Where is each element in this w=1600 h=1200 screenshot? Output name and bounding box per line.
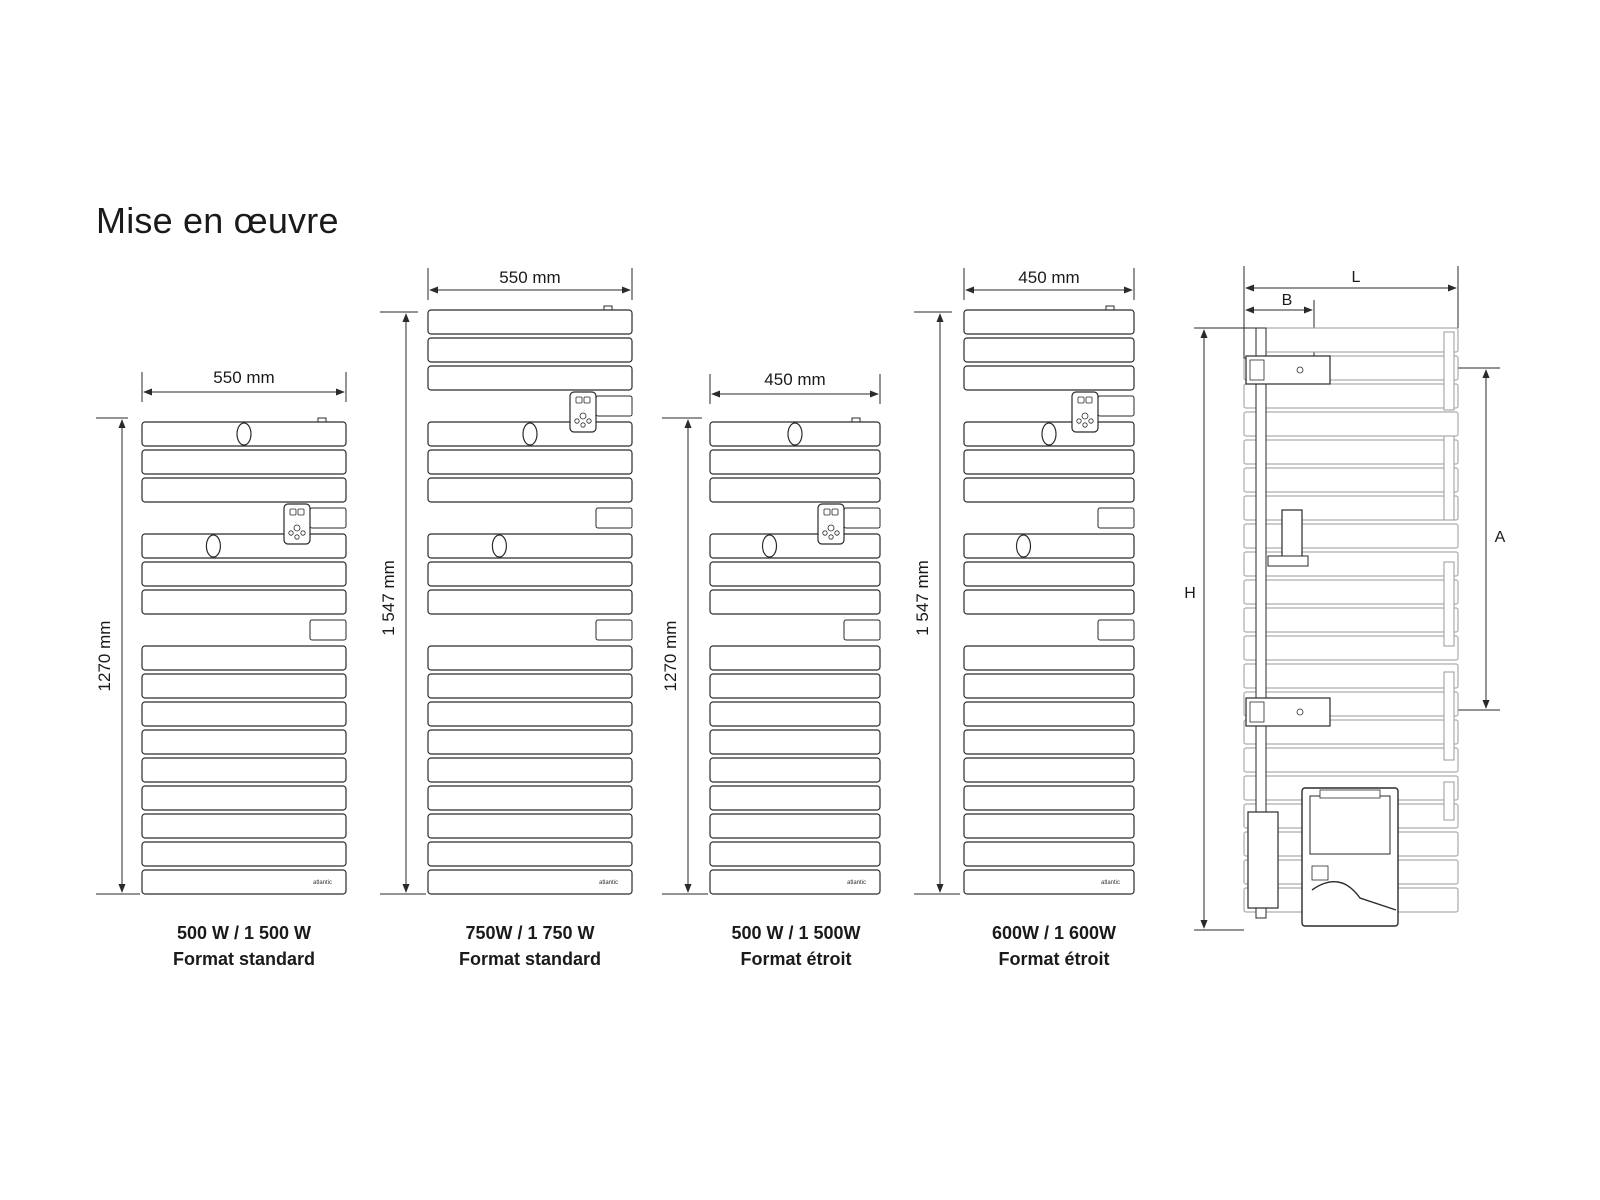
radiator-4 <box>964 306 1134 894</box>
radiator-bar <box>142 646 346 670</box>
radiator-bar <box>142 758 346 782</box>
radiator-bar <box>710 730 880 754</box>
radiator-bar <box>710 702 880 726</box>
back-bar <box>1244 608 1458 632</box>
height-dimension-2 <box>379 312 426 894</box>
width-dimension-2 <box>428 268 632 300</box>
format-label-1: Format standard <box>172 949 316 969</box>
towel-hook-oval <box>788 423 802 445</box>
back-bar <box>1244 328 1458 352</box>
control-unit <box>570 392 596 432</box>
back-bar <box>1244 468 1458 492</box>
radiator-bar <box>142 730 346 754</box>
gap-box <box>1098 396 1134 416</box>
towel-hook-oval <box>1017 535 1031 557</box>
gap-box <box>1098 620 1134 640</box>
radiator-bar <box>428 366 632 390</box>
brand-logo: atlantic <box>846 880 866 886</box>
radiator-bar <box>964 590 1134 614</box>
towel-hook-oval <box>1042 423 1056 445</box>
towel-hook-oval <box>523 423 537 445</box>
radiator-bar <box>710 450 880 474</box>
radiator-bar <box>142 478 346 502</box>
back-bar <box>1244 524 1458 548</box>
dimension-H <box>1184 328 1244 930</box>
radiator-bar <box>142 534 346 558</box>
towel-hook-oval <box>237 423 251 445</box>
height-dimension-1 <box>95 418 140 894</box>
radiator-bar <box>428 338 632 362</box>
radiator-bar <box>710 674 880 698</box>
mounting-view <box>1184 266 1505 930</box>
radiator-bar <box>428 730 632 754</box>
height-label-1: 1270 mm <box>95 620 114 692</box>
format-label-4: Format étroit <box>998 949 1110 969</box>
radiator-bar <box>964 786 1134 810</box>
radiator-bar <box>428 702 632 726</box>
caption-model-4 <box>934 920 1174 972</box>
radiator-bar <box>142 450 346 474</box>
width-label-2: 550 mm <box>499 268 561 287</box>
electronics-panel <box>1310 796 1390 854</box>
radiator-bar <box>964 310 1134 334</box>
radiator-bar <box>428 646 632 670</box>
back-bar <box>1244 412 1458 436</box>
middle-fitting <box>1282 510 1302 560</box>
radiator-bar <box>142 590 346 614</box>
radiator-bar <box>710 786 880 810</box>
brand-logo: atlantic <box>312 880 332 886</box>
control-unit <box>1072 392 1098 432</box>
width-dimension-4 <box>964 268 1134 300</box>
radiator-bar <box>964 758 1134 782</box>
width-dimension-3 <box>710 370 880 404</box>
radiator-bar <box>142 786 346 810</box>
radiator-2 <box>428 306 632 894</box>
radiator-bar <box>428 674 632 698</box>
radiator-bar <box>964 478 1134 502</box>
radiator-bar <box>964 366 1134 390</box>
label-L: L <box>1351 269 1361 286</box>
electronics-top-slot <box>1320 790 1380 798</box>
control-unit <box>818 504 844 544</box>
junction-box <box>1248 812 1278 908</box>
radiator-bar <box>142 814 346 838</box>
width-label-1: 550 mm <box>213 368 275 387</box>
power-label-4: 600W / 1 600W <box>991 923 1117 943</box>
radiator-bar <box>428 786 632 810</box>
back-bar <box>1244 496 1458 520</box>
radiator-bar <box>964 702 1134 726</box>
pipe-cap <box>1244 328 1256 358</box>
radiator-1 <box>142 418 346 894</box>
gap-box <box>596 396 632 416</box>
radiator-bar <box>964 450 1134 474</box>
middle-fitting-base <box>1268 556 1308 566</box>
back-bar <box>1244 748 1458 772</box>
towel-hook-oval <box>206 535 220 557</box>
radiator-bar <box>710 814 880 838</box>
gap-box <box>596 508 632 528</box>
format-label-3: Format étroit <box>740 949 852 969</box>
radiator-bar <box>710 646 880 670</box>
power-label-3: 500 W / 1 500W <box>731 923 861 943</box>
radiator-bar <box>964 730 1134 754</box>
gap-box <box>310 508 346 528</box>
radiator-bar <box>428 758 632 782</box>
caption-model-3 <box>676 920 916 972</box>
dimension-L <box>1244 266 1458 328</box>
caption-model-2 <box>410 920 650 972</box>
back-bar <box>1244 636 1458 660</box>
radiator-bar <box>428 478 632 502</box>
width-label-3: 450 mm <box>764 370 826 389</box>
back-bar <box>1244 384 1458 408</box>
towel-hook-oval <box>492 535 506 557</box>
radiator-bar <box>428 562 632 586</box>
power-label-1: 500 W / 1 500 W <box>176 923 312 943</box>
gap-box <box>844 620 880 640</box>
height-label-3: 1270 mm <box>661 620 680 692</box>
radiator-bar <box>428 814 632 838</box>
format-label-2: Format standard <box>458 949 602 969</box>
width-label-4: 450 mm <box>1018 268 1080 287</box>
radiator-bar <box>964 534 1134 558</box>
label-H: H <box>1184 585 1196 602</box>
radiator-bar <box>142 702 346 726</box>
side-rail <box>1444 332 1454 410</box>
gap-box <box>596 620 632 640</box>
side-rail <box>1444 672 1454 760</box>
radiator-bar <box>710 758 880 782</box>
brand-logo: atlantic <box>1100 880 1120 886</box>
radiator-bar <box>142 674 346 698</box>
radiator-bar <box>428 590 632 614</box>
page-title: Mise en œuvre <box>96 200 339 241</box>
side-rail <box>1444 436 1454 520</box>
radiator-bar <box>142 562 346 586</box>
height-dimension-3 <box>661 418 708 894</box>
radiator-bar <box>964 562 1134 586</box>
radiator-bar <box>428 534 632 558</box>
side-rail <box>1444 782 1454 820</box>
towel-hook-oval <box>763 535 777 557</box>
radiator-bar <box>964 814 1134 838</box>
radiator-bar <box>964 674 1134 698</box>
gap-box <box>844 508 880 528</box>
radiator-bar <box>428 450 632 474</box>
height-label-4: 1 547 mm <box>913 560 932 636</box>
height-dimension-4 <box>913 312 960 894</box>
caption-model-1 <box>124 920 364 972</box>
radiator-bar <box>710 534 880 558</box>
radiator-bar <box>710 562 880 586</box>
radiator-bar <box>428 842 632 866</box>
radiator-bar <box>710 478 880 502</box>
label-B: B <box>1281 292 1293 309</box>
back-bar <box>1244 664 1458 688</box>
gap-box <box>1098 508 1134 528</box>
brand-logo: atlantic <box>598 880 618 886</box>
radiator-3 <box>710 418 880 894</box>
radiator-bar <box>710 842 880 866</box>
width-dimension-1 <box>142 368 346 402</box>
radiator-bar <box>964 338 1134 362</box>
radiator-bar <box>964 646 1134 670</box>
radiator-bar <box>710 590 880 614</box>
back-bar <box>1244 440 1458 464</box>
gap-box <box>310 620 346 640</box>
control-unit <box>284 504 310 544</box>
label-A: A <box>1494 529 1506 546</box>
power-label-2: 750W / 1 750 W <box>465 923 595 943</box>
side-rail <box>1444 562 1454 646</box>
radiator-bar <box>964 842 1134 866</box>
back-bar <box>1244 580 1458 604</box>
radiator-bar <box>428 310 632 334</box>
height-label-2: 1 547 mm <box>379 560 398 636</box>
radiator-bar <box>142 842 346 866</box>
